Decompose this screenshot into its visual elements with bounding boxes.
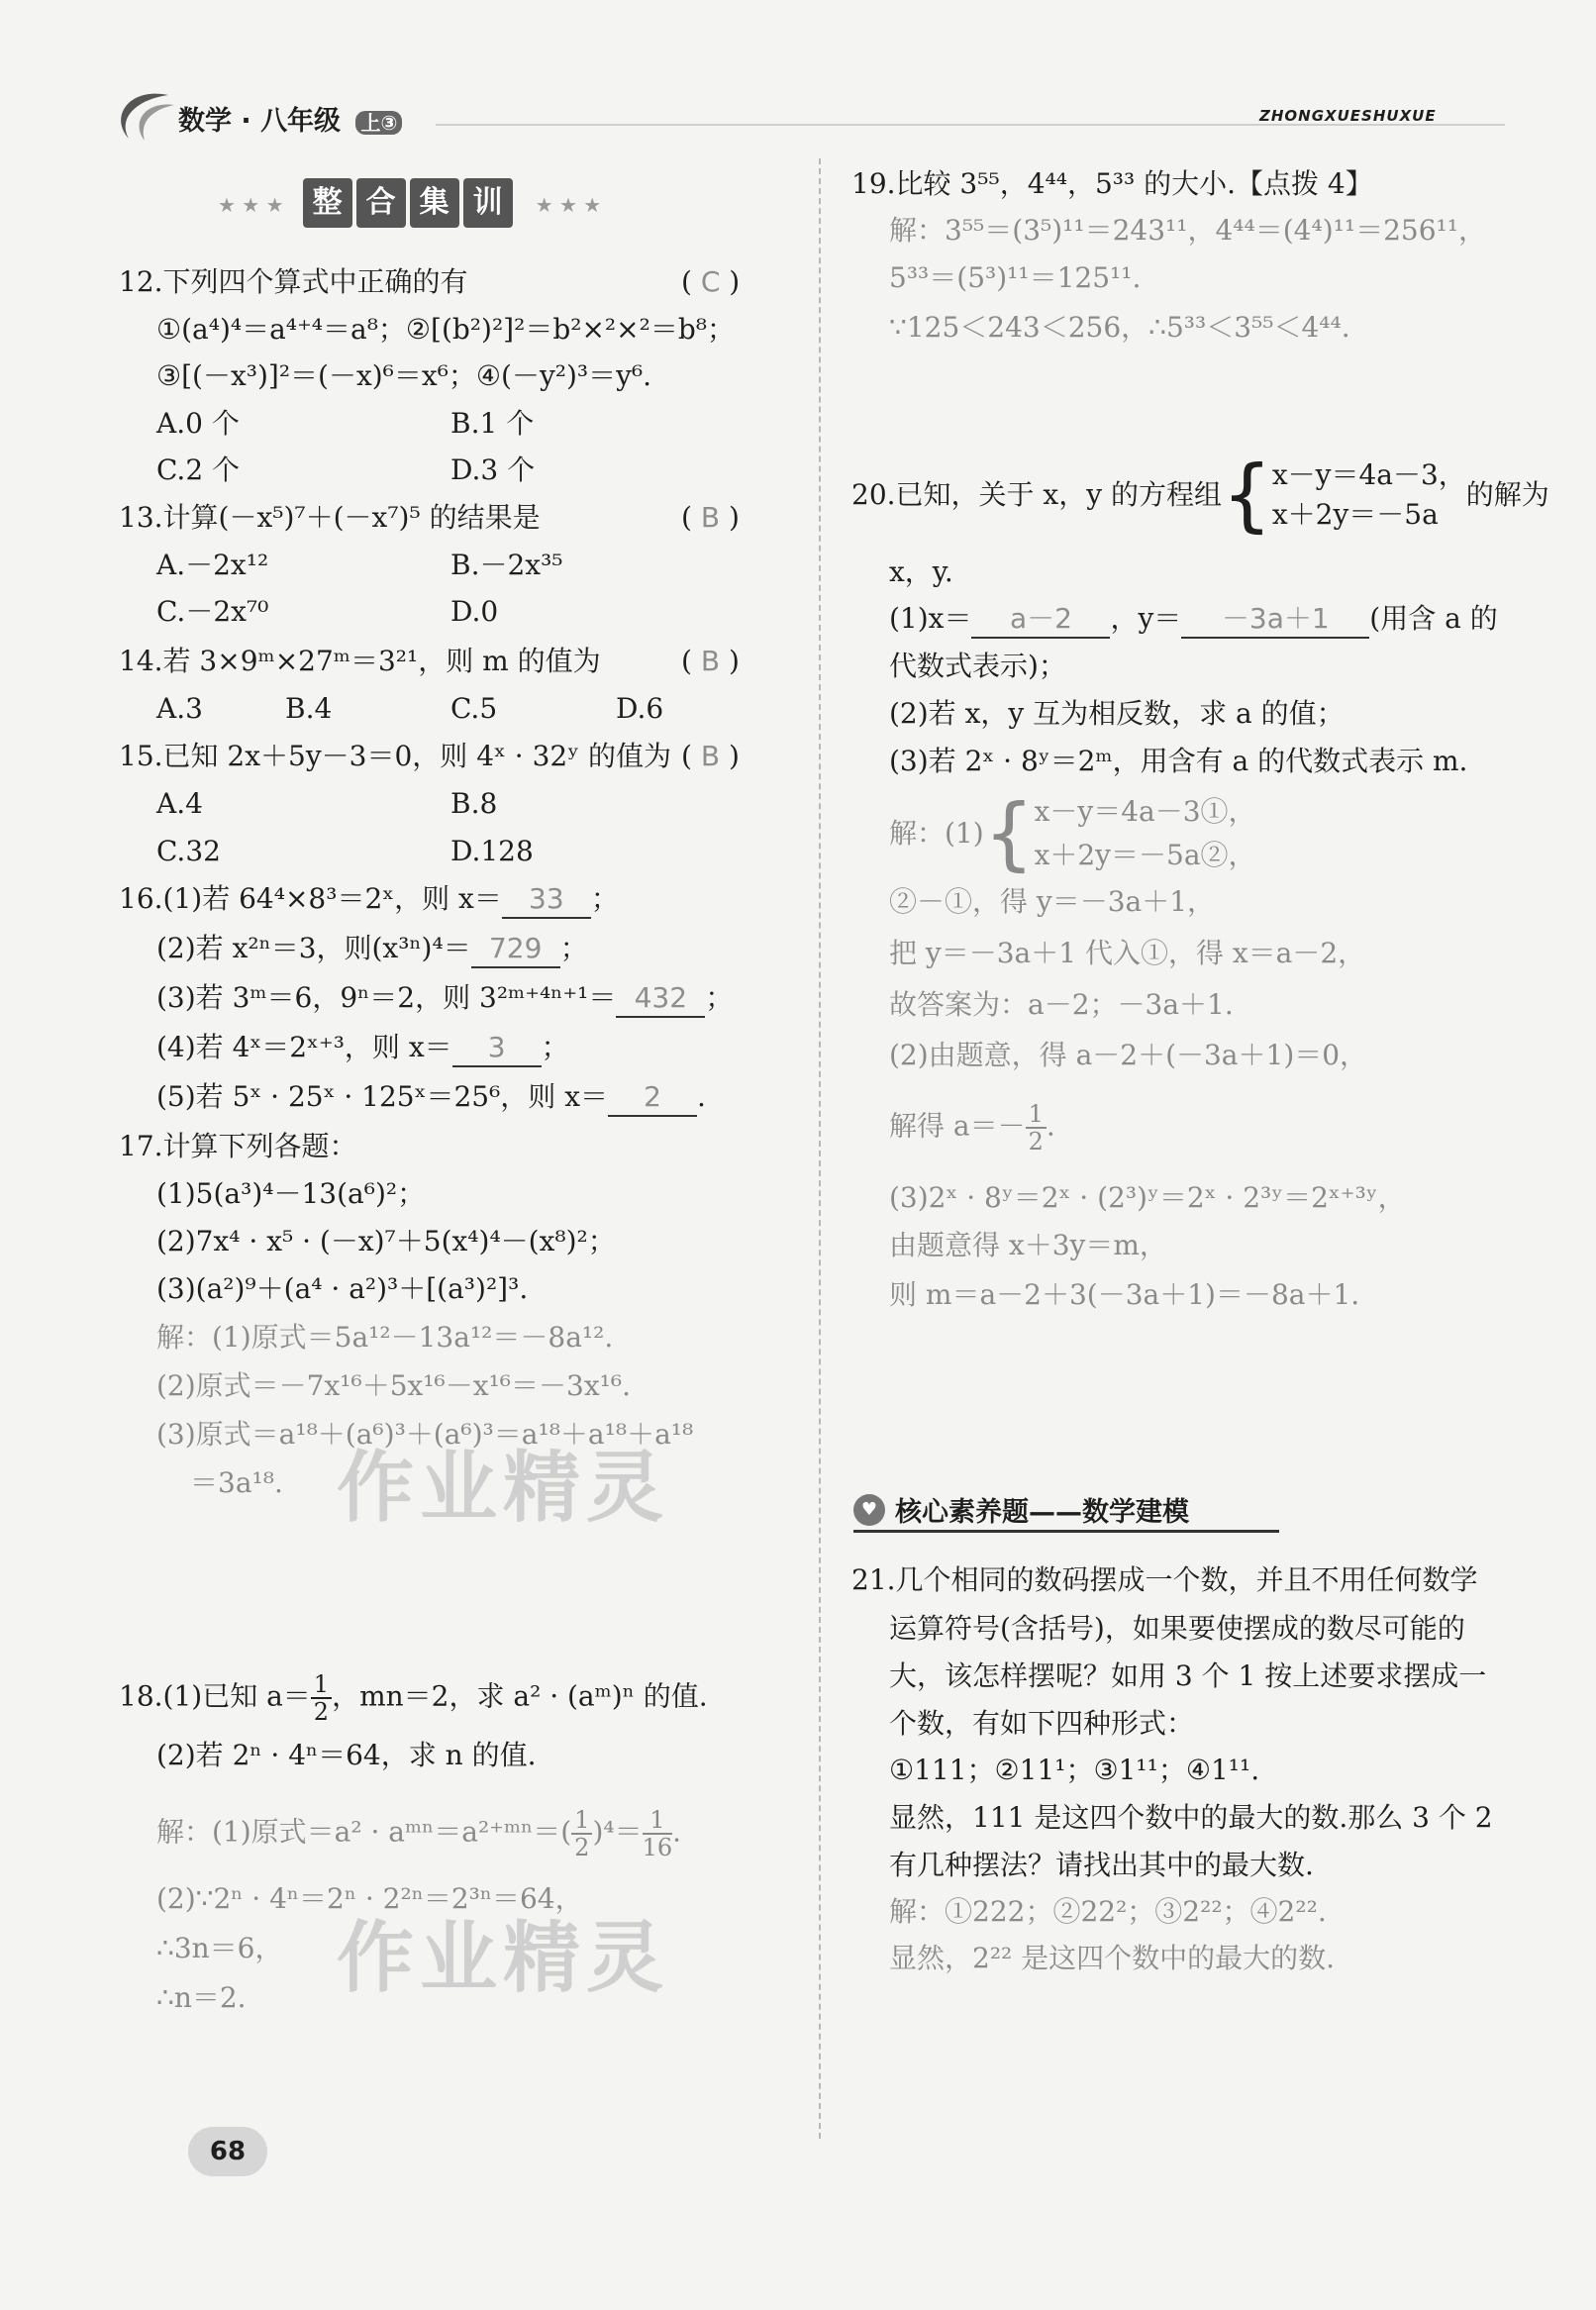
q16-part5-text: (5)若 5ˣ · 25ˣ · 125ˣ＝25⁶，则 x＝ (156, 1080, 608, 1113)
q18-sol1-num: 1 (571, 1807, 592, 1835)
q20-sol6-b: . (1046, 1109, 1055, 1143)
q16-part1-answer: 33 (502, 881, 591, 919)
q18-stem-b: ，mn＝2，求 a² · (aᵐ)ⁿ 的值. (332, 1679, 708, 1713)
q15-option-b: B.8 (450, 787, 498, 820)
q16-part1-text: 16.(1)若 64⁴×8³＝2ˣ，则 x＝ (119, 882, 502, 915)
q13-answer: B (700, 501, 721, 534)
q12-option-d: D.3 个 (450, 453, 536, 486)
header-subject: 数学 (178, 106, 232, 137)
q18-sol1-rnum: 1 (643, 1807, 673, 1835)
section-banner (218, 178, 601, 228)
q17-part1: (1)5(a³)⁴－13(a⁶)²； (156, 1177, 426, 1210)
q16-part4-text: (4)若 4ˣ＝2ˣ⁺³，则 x＝ (156, 1031, 452, 1063)
q17-solution-2: (2)原式＝－7x¹⁶＋5x¹⁶－x¹⁶＝－3x¹⁶. (156, 1369, 631, 1402)
q13-option-d: D.0 (450, 595, 499, 628)
q21-line2: 运算符号(含括号)，如果要使摆成的数尽可能的 (889, 1612, 1465, 1645)
q15-option-a: A.4 (156, 787, 203, 820)
q18-sol1-rden: 16 (642, 1834, 673, 1861)
q20-part1-a: (1)x＝ (889, 602, 972, 635)
heart-icon: ♥ (853, 1494, 885, 1526)
q20-part1-d: 代数式表示)； (889, 650, 1066, 682)
q15-stem: 15.已知 2x＋5y－3＝0，则 4ˣ · 32ʸ 的值为 (119, 740, 671, 772)
q15-answer: B (700, 740, 721, 772)
q15-answer-bracket: ( B ) (681, 740, 740, 772)
q19-solution-1: 解：3⁵⁵＝(3⁵)¹¹＝243¹¹，4⁴⁴＝(4⁴)¹¹＝256¹¹， (889, 214, 1486, 247)
q18-stem (119, 1671, 708, 1725)
watermark-stamp-1: 作业精灵 (337, 1444, 670, 1533)
q20-solution-2: ②－①，得 y＝－3a＋1， (889, 885, 1216, 918)
q18-sol1-den: 2 (574, 1834, 590, 1861)
q17-solution-4: ＝3a¹⁸. (190, 1466, 283, 1499)
q20-sol6-num: 1 (1026, 1101, 1047, 1129)
q13-option-b: B.－2x³⁵ (450, 549, 563, 581)
q20-stem-b: 的解为 (1465, 478, 1549, 511)
q20-stem-a: 20.已知，关于 x，y 的方程组 (851, 478, 1222, 511)
header-logo-swoosh (109, 87, 178, 147)
q16-part2-text: (2)若 x²ⁿ＝3，则(x³ⁿ)⁴＝ (156, 932, 471, 964)
q12-answer: C (700, 265, 721, 298)
q20-stem (851, 449, 1549, 541)
q20-solution-3: 把 y＝－3a＋1 代入①，得 x＝a－2， (889, 937, 1366, 969)
q16-part5-answer: 2 (608, 1079, 697, 1117)
q20-stem-c: x，y. (889, 555, 953, 588)
q13-answer-bracket: ( B ) (681, 501, 740, 534)
banner-char-1: 整 (303, 178, 352, 228)
q18-sol1-b: )⁴＝ (592, 1815, 643, 1849)
q20-part1-c: (用含 a 的 (1369, 602, 1498, 635)
q18-sol1-fraction (571, 1807, 592, 1860)
q20-sol6-a: 解得 a＝－ (889, 1109, 1026, 1143)
q20-system-brace: { (1221, 449, 1272, 541)
q20-part1-answer-x: a－2 (971, 601, 1110, 639)
q16-part3: (3)若 3ᵐ＝6，9ⁿ＝2，则 3²ᵐ⁺⁴ⁿ⁺¹＝ 432 ； (156, 980, 733, 1018)
q14-option-b: B.4 (285, 692, 333, 725)
q18-sol1-result (643, 1807, 673, 1860)
q20-part1-b: ，y＝ (1110, 602, 1182, 635)
banner-char-3: 集 (410, 178, 459, 228)
q15-option-c: C.32 (156, 835, 221, 867)
q18-solution-4: ∴n＝2. (156, 1981, 247, 2014)
q21-line6: 显然，111 是这四个数中的最大的数.那么 3 个 2 (889, 1801, 1493, 1834)
q16-part5: (5)若 5ˣ · 25ˣ · 125ˣ＝25⁶，则 x＝ 2 . (156, 1079, 706, 1117)
q18-solution-2: (2)∵2ⁿ · 4ⁿ＝2ⁿ · 2²ⁿ＝2³ⁿ＝64， (156, 1882, 583, 1915)
q18-solution-3: ∴3n＝6， (156, 1932, 283, 1964)
q20-sol6-den: 2 (1028, 1128, 1044, 1155)
q17-part3: (3)(a²)⁹＋(a⁴ · a²)³＋[(a³)²]³. (156, 1272, 529, 1305)
q19-stem: 19.比较 3⁵⁵，4⁴⁴，5³³ 的大小.【点拨 4】 (851, 167, 1373, 200)
q19-solution-2: 5³³＝(5³)¹¹＝125¹¹. (889, 261, 1142, 294)
q18-solution-1: 解：(1)原式＝a² · aᵐⁿ＝a²⁺ᵐⁿ＝( $\frac{1}{2})^4=$ $\frac{1}{16}$. (156, 1806, 682, 1861)
banner-stars-right: ★ ★ ★ (535, 193, 602, 217)
q18-part2: (2)若 2ⁿ · 4ⁿ＝64，求 n 的值. (156, 1739, 537, 1771)
q20-sol-eq2: x＋2y＝－5a②， (1034, 839, 1256, 871)
q20-part1 (889, 601, 1498, 639)
q17-part2: (2)7x⁴ · x⁵ · (－x)⁷＋5(x⁴)⁴－(x⁸)²； (156, 1225, 616, 1257)
q14-answer-bracket: ( B ) (681, 645, 740, 677)
q16-part3-answer: 432 (616, 980, 705, 1018)
q20-solution-8: 由题意得 x＋3y＝m， (889, 1229, 1167, 1261)
q20-part1-answer-y: －3a＋1 (1181, 601, 1369, 639)
q21-line7: 有几种摆法？请找出其中的最大数. (889, 1849, 1314, 1881)
q20-solution-9: 则 m＝a－2＋3(－3a＋1)＝－8a＋1. (889, 1278, 1360, 1311)
q20-sol-a: 解：(1) (889, 817, 984, 850)
q16-part4-answer: 3 (452, 1030, 542, 1067)
q12-option-b: B.1 个 (450, 407, 535, 440)
q18-stem-a: 18.(1)已知 a＝ (119, 1679, 311, 1713)
q14-option-d: D.6 (616, 692, 664, 725)
banner-char-2: 合 (356, 178, 406, 228)
core-literacy-section-header (853, 1490, 1279, 1533)
q16-part4: (4)若 4ˣ＝2ˣ⁺³，则 x＝ 3 ； (156, 1030, 569, 1067)
q16-part1: 16.(1)若 64⁴×8³＝2ˣ，则 x＝ 33 ； (119, 881, 619, 919)
q14-answer: B (700, 645, 721, 677)
q14-option-c: C.5 (450, 692, 498, 725)
q17-solution-1: 解：(1)原式＝5a¹²－13a¹²＝－8a¹². (156, 1321, 614, 1354)
q12-option-a: A.0 个 (156, 407, 240, 440)
q13-option-c: C.－2x⁷⁰ (156, 595, 269, 628)
q13-option-a: A.－2x¹² (156, 549, 269, 581)
q12-stem: 12.下列四个算式中正确的有 (119, 265, 468, 298)
q20-sol6-fraction (1026, 1101, 1047, 1155)
q20-sol-brace: { (983, 787, 1035, 879)
q14-option-a: A.3 (156, 692, 203, 725)
header-brand: ZHONGXUESHUXUE (1259, 107, 1437, 125)
q18-fraction-num: 1 (311, 1671, 332, 1699)
q18-sol1-a: 解：(1)原式＝a² · aᵐⁿ＝a²⁺ᵐⁿ＝( (156, 1815, 572, 1849)
column-divider (819, 158, 821, 2139)
q21-line3: 大，该怎样摆呢？如用 3 个 1 按上述要求摆成一 (889, 1659, 1487, 1692)
q21-line1: 21.几个相同的数码摆成一个数，并且不用任何数学 (851, 1563, 1478, 1596)
q20-solution-1 (889, 787, 1256, 879)
q20-part2: (2)若 x，y 互为相反数，求 a 的值； (889, 697, 1345, 730)
q20-eq1: x－y＝4a－3， (1271, 458, 1466, 491)
q12-line1: ①(a⁴)⁴＝a⁴⁺⁴＝a⁸；②[(b²)²]²＝b²×²×²＝b⁸； (156, 313, 735, 346)
q12-line2: ③[(－x³)]²＝(－x)⁶＝x⁶；④(－y²)³＝y⁶. (156, 359, 652, 392)
watermark-stamp-2: 作业精灵 (337, 1914, 670, 2003)
banner-stars-left: ★ ★ ★ (218, 193, 284, 217)
banner-char-4: 训 (463, 178, 513, 228)
header-edition: 上③ (355, 111, 402, 135)
q12-option-c: C.2 个 (156, 453, 241, 486)
header-subject-title: 数学 · 八年级 上③ (178, 99, 402, 138)
q21-line5: ①111；②11¹；③1¹¹；④1¹¹. (889, 1754, 1260, 1786)
q21-solution-2: 显然，2²² 是这四个数中的最大的数. (889, 1942, 1336, 1974)
q21-line4: 个数，有如下四种形式： (889, 1707, 1195, 1740)
q17-solution-3: (3)原式＝a¹⁸＋(a⁶)³＋(a⁶)³＝a¹⁸＋a¹⁸＋a¹⁸ (156, 1418, 694, 1451)
q14-stem: 14.若 3×9ᵐ×27ᵐ＝3²¹，则 m 的值为 (119, 645, 601, 677)
q20-solution-4: 故答案为：a－2；－3a＋1. (889, 988, 1234, 1021)
q16-part3-text: (3)若 3ᵐ＝6，9ⁿ＝2，则 3²ᵐ⁺⁴ⁿ⁺¹＝ (156, 981, 617, 1014)
q16-part2-answer: 729 (471, 931, 560, 968)
q17-stem: 17.计算下列各题： (119, 1130, 357, 1162)
q18-fraction-den: 2 (313, 1698, 330, 1726)
q15-option-d: D.128 (450, 835, 534, 867)
page-number: 68 (188, 2127, 267, 2176)
q20-part3: (3)若 2ˣ · 8ʸ＝2ᵐ，用含有 a 的代数式表示 m. (889, 745, 1468, 777)
q19-solution-3: ∵125＜243＜256，∴5³³＜3⁵⁵＜4⁴⁴. (889, 311, 1350, 344)
q20-solution-6 (889, 1101, 1055, 1155)
q20-sol-eq1: x－y＝4a－3①， (1034, 795, 1256, 828)
q20-solution-5: (2)由题意，得 a－2＋(－3a＋1)＝0， (889, 1039, 1368, 1071)
header-grade: 八年级 (260, 106, 342, 137)
q16-part2: (2)若 x²ⁿ＝3，则(x³ⁿ)⁴＝ 729 ； (156, 931, 588, 968)
q18-fraction (311, 1671, 332, 1725)
q13-stem: 13.计算(－x⁵)⁷＋(－x⁷)⁵ 的结果是 (119, 501, 541, 534)
q21-solution-1: 解：①222；②22²；③2²²；④2²². (889, 1895, 1327, 1928)
q20-solution-7: (3)2ˣ · 8ʸ＝2ˣ · (2³)ʸ＝2ˣ · 2³ʸ＝2ˣ⁺³ʸ， (889, 1181, 1406, 1214)
core-literacy-title: 核心素养题——数学建模 (895, 1497, 1189, 1528)
q20-eq2: x＋2y＝－5a (1271, 498, 1439, 531)
q12-answer-bracket: ( C ) (681, 265, 741, 298)
